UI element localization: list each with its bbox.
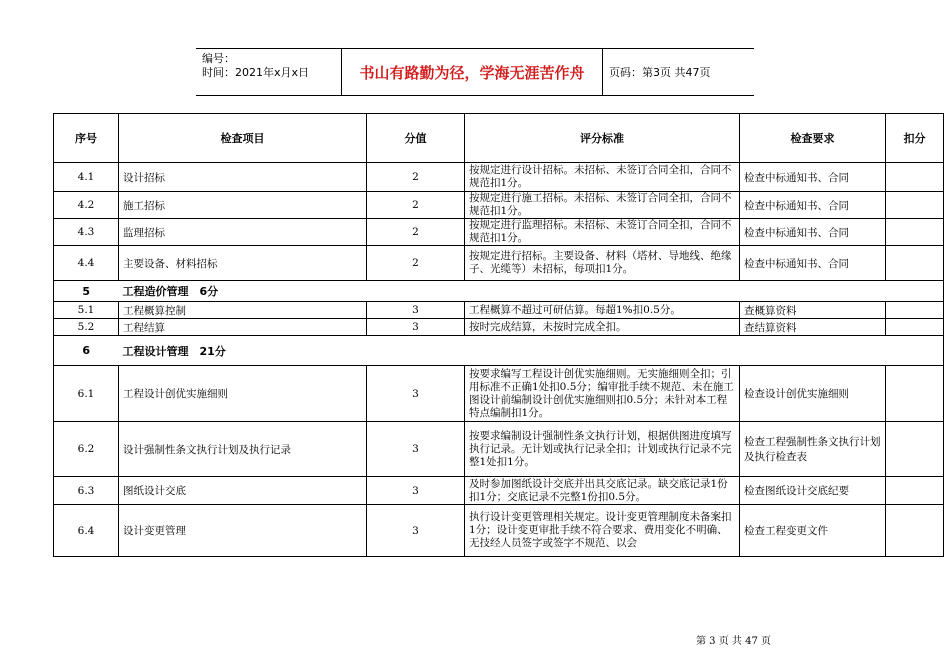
row-standard: 及时参加图纸设计交底并出具交底记录。缺交底记录1份扣1分；交底记录不完整1份扣0.5分。: [465, 477, 740, 505]
page-label: 页码：第3页 共47页: [609, 66, 711, 79]
section-no: 6: [54, 336, 119, 366]
row-score: 3: [367, 505, 465, 557]
row-no: 4.2: [54, 192, 119, 219]
table-row: [54, 505, 944, 557]
row-no: 4.4: [54, 246, 119, 281]
row-no: 5.2: [54, 319, 119, 336]
row-score: 2: [367, 246, 465, 281]
row-standard: 按规定进行设计招标。未招标、未签订合同全扣，合同不规范扣1分。: [465, 163, 740, 192]
row-score: 3: [367, 422, 465, 477]
inspection-table: [53, 113, 944, 557]
section-row-6: [54, 336, 944, 366]
row-item: 图纸设计交底: [119, 477, 367, 505]
table-row: [54, 477, 944, 505]
row-no: 5.1: [54, 302, 119, 319]
motto-text: 书山有路勤为径，学海无涯苦作舟: [359, 63, 585, 82]
row-item: 工程设计创优实施细则: [119, 366, 367, 422]
table-header-row: [54, 114, 944, 163]
row-item: 设计强制性条文执行计划及执行记录: [119, 422, 367, 477]
table-row: [54, 192, 944, 219]
section-title: 工程设计管理 21分: [119, 336, 944, 366]
time-label: 时间：2021年x月x日: [202, 66, 310, 79]
col-header-deduction: 扣分: [886, 114, 944, 163]
row-standard: 按时完成结算，未按时完成全扣。: [465, 319, 740, 336]
row-score: 3: [367, 319, 465, 336]
header-info: [196, 49, 342, 95]
section-title: 工程造价管理 6分: [119, 281, 944, 302]
row-deduction: [886, 246, 944, 281]
table-row: [54, 163, 944, 192]
row-deduction: [886, 163, 944, 192]
row-deduction: [886, 192, 944, 219]
row-requirement: 检查中标通知书、合同: [740, 246, 886, 281]
table-row: [54, 302, 944, 319]
section-row-5: [54, 281, 944, 302]
code-label: 编号：: [202, 52, 235, 65]
row-score: 3: [367, 366, 465, 422]
row-item: 监理招标: [119, 219, 367, 246]
row-deduction: [886, 366, 944, 422]
row-score: 2: [367, 192, 465, 219]
table-row: [54, 246, 944, 281]
row-requirement: 检查设计创优实施细则: [740, 366, 886, 422]
row-deduction: [886, 319, 944, 336]
row-item: 设计招标: [119, 163, 367, 192]
row-item: 工程概算控制: [119, 302, 367, 319]
row-requirement: 检查中标通知书、合同: [740, 192, 886, 219]
row-no: 4.1: [54, 163, 119, 192]
row-requirement: 检查中标通知书、合同: [740, 219, 886, 246]
row-standard: 按要求编写工程设计创优实施细则。无实施细则全扣；引用标准不正确1处扣0.5分；编审批手续不规范、未在施工图设计前编制设计创优实施细则扣0.5分；未针对本工程特点编制扣1分。: [465, 366, 740, 422]
row-requirement: 检查中标通知书、合同: [740, 163, 886, 192]
row-score: 2: [367, 219, 465, 246]
row-requirement: 检查工程变更文件: [740, 505, 886, 557]
row-standard: 按规定进行监理招标。未招标、未签订合同全扣，合同不规范扣1分。: [465, 219, 740, 246]
row-standard: 按规定进行施工招标。未招标、未签订合同全扣，合同不规范扣1分。: [465, 192, 740, 219]
row-standard: 工程概算不超过可研估算。每超1%扣0.5分。: [465, 302, 740, 319]
row-deduction: [886, 477, 944, 505]
row-score: 3: [367, 302, 465, 319]
table-row: [54, 422, 944, 477]
row-item: 设计变更管理: [119, 505, 367, 557]
row-no: 6.2: [54, 422, 119, 477]
row-requirement: 查概算资料: [740, 302, 886, 319]
table-row: [54, 366, 944, 422]
row-item: 主要设备、材料招标: [119, 246, 367, 281]
col-header-standard: 评分标准: [465, 114, 740, 163]
page-footer: 第 3 页 共 47 页: [696, 636, 771, 647]
header-motto: [342, 49, 603, 95]
row-score: 3: [367, 477, 465, 505]
col-header-item: 检查项目: [119, 114, 367, 163]
row-deduction: [886, 422, 944, 477]
row-item: 施工招标: [119, 192, 367, 219]
row-standard: 按规定进行招标。主要设备、材料（塔材、导地线、绝缘子、光缆等）未招标，每项扣1分。: [465, 246, 740, 281]
row-item: 工程结算: [119, 319, 367, 336]
row-no: 6.1: [54, 366, 119, 422]
row-requirement: 查结算资料: [740, 319, 886, 336]
table-row: [54, 319, 944, 336]
col-header-score: 分值: [367, 114, 465, 163]
col-header-no: 序号: [54, 114, 119, 163]
section-no: 5: [54, 281, 119, 302]
row-no: 4.3: [54, 219, 119, 246]
page-header: [196, 48, 754, 96]
row-no: 6.4: [54, 505, 119, 557]
table-row: [54, 219, 944, 246]
row-score: 2: [367, 163, 465, 192]
row-standard: 执行设计变更管理相关规定。设计变更管理制度未备案扣1分；设计变更审批手续不符合要求、费用变化不明确、无技经人员签字或签字不规范、以会: [465, 505, 740, 557]
col-header-requirement: 检查要求: [740, 114, 886, 163]
row-deduction: [886, 505, 944, 557]
row-deduction: [886, 302, 944, 319]
row-requirement: 检查工程强制性条文执行计划及执行检查表: [740, 422, 886, 477]
header-page: [603, 49, 754, 95]
row-requirement: 检查图纸设计交底纪要: [740, 477, 886, 505]
row-no: 6.3: [54, 477, 119, 505]
row-standard: 按要求编制设计强制性条文执行计划，根据供图进度填写执行记录。无计划或执行记录全扣；计划或执行记录不完整1处扣1分。: [465, 422, 740, 477]
row-deduction: [886, 219, 944, 246]
